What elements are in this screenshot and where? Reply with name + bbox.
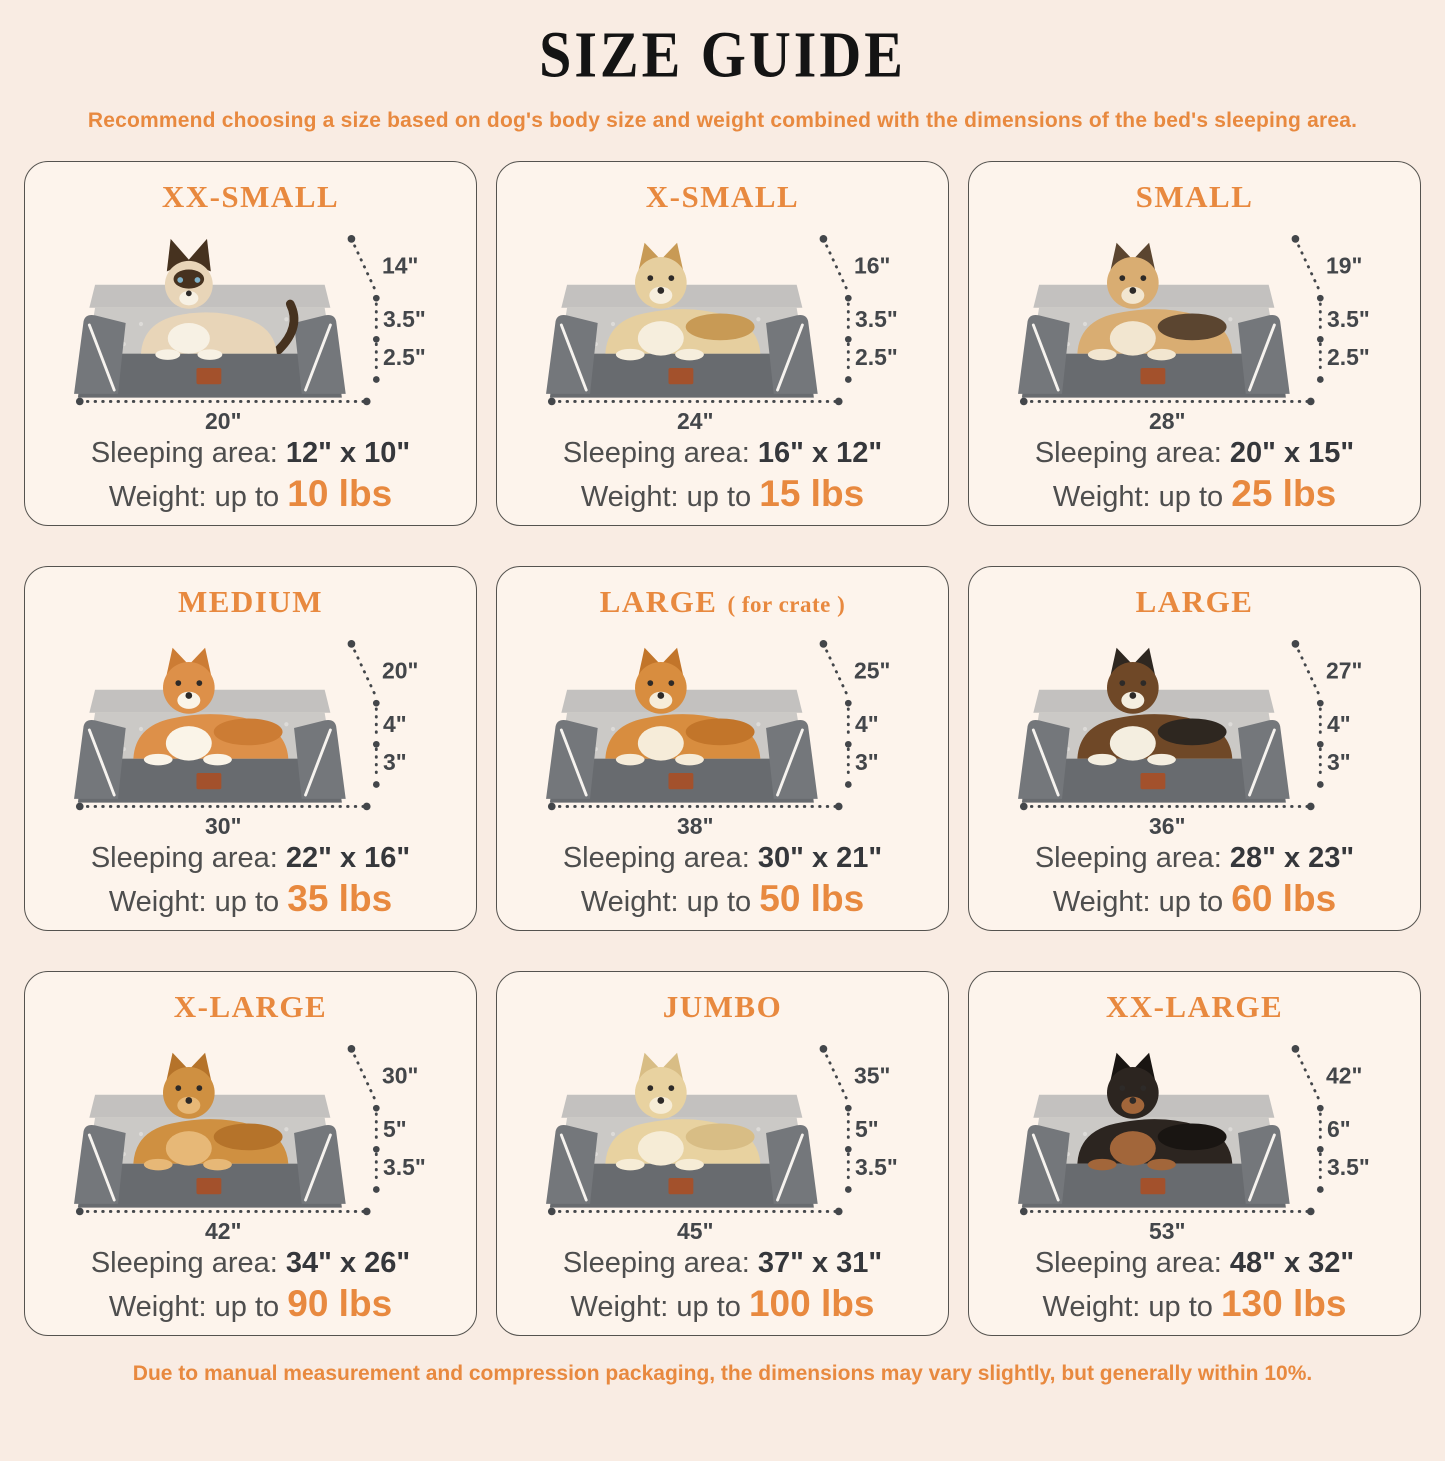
bed-figure: [45, 619, 457, 839]
size-card-small: [968, 161, 1421, 526]
sleeping-area-line: [509, 436, 936, 471]
footer: [0, 1362, 1445, 1386]
weight-label: Weight: up to: [580, 480, 752, 513]
size-cards-grid: [0, 161, 1445, 1336]
weight-value: 35 lbs: [287, 877, 393, 919]
sleeping-area-label: Sleeping area:: [562, 842, 750, 875]
base-dim-label: 3": [1326, 749, 1351, 776]
bolster-dim-label: 3.5": [854, 305, 898, 332]
sleeping-area-value: 48" x 32": [1229, 1247, 1355, 1280]
weight-line: [509, 877, 936, 921]
sleeping-area-value: 34" x 26": [285, 1247, 411, 1280]
size-card-medium: [24, 566, 477, 931]
card-title-text: X-SMALL: [645, 179, 800, 214]
sleeping-area-label: Sleeping area:: [562, 1247, 750, 1280]
bolster-dim-label: 5": [382, 1115, 407, 1142]
weight-value: 15 lbs: [759, 472, 865, 514]
weight-line: [981, 472, 1408, 516]
sleeping-area-value: 37" x 31": [757, 1247, 883, 1280]
size-card-xx-large: [968, 971, 1421, 1336]
diagonal-dim-label: 35": [853, 1062, 890, 1089]
width-dim-label: 36": [1148, 813, 1185, 840]
card-title-text: JUMBO: [662, 989, 783, 1024]
weight-line: [37, 877, 464, 921]
card-title: [37, 180, 464, 214]
weight-value: 60 lbs: [1231, 877, 1337, 919]
page-subtitle: Recommend choosing a size based on dog's body size and weight combined with the dimensions of the bed's sleeping area.: [87, 109, 1358, 132]
weight-label: Weight: up to: [108, 1290, 280, 1323]
card-title-text: XX-LARGE: [1105, 989, 1284, 1024]
base-dim-label: 3": [854, 749, 879, 776]
base-dim-label: 2.5": [1326, 344, 1370, 371]
size-card-xx-small: [24, 161, 477, 526]
size-card-jumbo: [496, 971, 949, 1336]
weight-value: 100 lbs: [748, 1282, 875, 1324]
bolster-dim-label: 4": [1326, 710, 1351, 737]
weight-value: 130 lbs: [1220, 1282, 1347, 1324]
width-dim-label: 38": [676, 813, 713, 840]
card-title-text: X-LARGE: [173, 989, 328, 1024]
base-dim-label: 3.5": [1326, 1154, 1370, 1181]
width-dim-label: 24": [676, 408, 713, 435]
sleeping-area-line: [37, 1246, 464, 1281]
card-title: [509, 990, 936, 1024]
width-dim-label: 20": [204, 408, 241, 435]
base-dim-label: 3.5": [382, 1154, 426, 1181]
sleeping-area-value: 16" x 12": [757, 437, 883, 470]
size-card-large-crate: [496, 566, 949, 931]
width-dim-label: 28": [1148, 408, 1185, 435]
diagonal-dim-label: 14": [381, 252, 418, 279]
card-title: [37, 585, 464, 619]
sleeping-area-line: [981, 1246, 1408, 1281]
card-title: [509, 585, 936, 619]
weight-value: 10 lbs: [287, 472, 393, 514]
card-title: [981, 990, 1408, 1024]
card-title-note: ( for crate ): [727, 592, 846, 617]
sleeping-area-value: 20" x 15": [1229, 437, 1355, 470]
sleeping-area-value: 30" x 21": [757, 842, 883, 875]
sleeping-area-label: Sleeping area:: [1034, 842, 1222, 875]
width-dim-label: 53": [1148, 1218, 1185, 1245]
diagonal-dim-label: 19": [1325, 252, 1362, 279]
bed-figure: [517, 1024, 929, 1244]
weight-label: Weight: up to: [570, 1290, 741, 1323]
weight-label: Weight: up to: [108, 480, 280, 513]
diagonal-dim-label: 16": [853, 252, 890, 279]
weight-label: Weight: up to: [1042, 1290, 1213, 1323]
base-dim-label: 2.5": [854, 344, 898, 371]
page-title: SIZE GUIDE: [539, 17, 906, 92]
card-title: [509, 180, 936, 214]
width-dim-label: 30": [204, 813, 241, 840]
sleeping-area-value: 28" x 23": [1229, 842, 1355, 875]
weight-label: Weight: up to: [1052, 480, 1224, 513]
sleeping-area-value: 22" x 16": [285, 842, 411, 875]
size-card-x-large: [24, 971, 477, 1336]
diagonal-dim-label: 27": [1325, 657, 1362, 684]
card-title-text: LARGE: [1135, 584, 1254, 619]
sleeping-area-label: Sleeping area:: [1034, 1247, 1222, 1280]
base-dim-label: 3": [382, 749, 407, 776]
weight-line: [509, 1282, 936, 1326]
diagonal-dim-label: 30": [381, 1062, 418, 1089]
bolster-dim-label: 3.5": [1326, 305, 1370, 332]
bed-figure: [517, 619, 929, 839]
weight-line: [37, 1282, 464, 1326]
width-dim-label: 42": [204, 1218, 241, 1245]
width-dim-label: 45": [676, 1218, 713, 1245]
sleeping-area-label: Sleeping area:: [90, 437, 278, 470]
bed-figure: [989, 1024, 1401, 1244]
diagonal-dim-label: 25": [853, 657, 890, 684]
weight-value: 90 lbs: [287, 1282, 393, 1324]
bolster-dim-label: 5": [854, 1115, 879, 1142]
footer-note: Due to manual measurement and compression packaging, the dimensions may vary slightly, but generally within 10%.: [132, 1362, 1313, 1385]
card-title: [981, 180, 1408, 214]
bolster-dim-label: 4": [382, 710, 407, 737]
weight-line: [981, 877, 1408, 921]
bolster-dim-label: 6": [1326, 1115, 1351, 1142]
sleeping-area-line: [509, 841, 936, 876]
diagonal-dim-label: 20": [381, 657, 418, 684]
weight-value: 50 lbs: [759, 877, 865, 919]
bolster-dim-label: 3.5": [382, 305, 426, 332]
bed-figure: [989, 214, 1401, 434]
weight-label: Weight: up to: [108, 885, 280, 918]
bed-figure: [45, 214, 457, 434]
weight-line: [509, 472, 936, 516]
bed-figure: [989, 619, 1401, 839]
weight-line: [37, 472, 464, 516]
card-title-text: XX-SMALL: [161, 179, 340, 214]
base-dim-label: 3.5": [854, 1154, 898, 1181]
size-card-large: [968, 566, 1421, 931]
sleeping-area-label: Sleeping area:: [1034, 437, 1222, 470]
bolster-dim-label: 4": [854, 710, 879, 737]
header: [0, 16, 1445, 133]
card-title-text: MEDIUM: [177, 584, 324, 619]
sleeping-area-value: 12" x 10": [285, 437, 411, 470]
base-dim-label: 2.5": [382, 344, 426, 371]
card-title-text: SMALL: [1135, 179, 1254, 214]
sleeping-area-label: Sleeping area:: [562, 437, 750, 470]
weight-line: [981, 1282, 1408, 1326]
sleeping-area-line: [37, 841, 464, 876]
size-card-x-small: [496, 161, 949, 526]
bed-figure: [45, 1024, 457, 1244]
weight-label: Weight: up to: [580, 885, 752, 918]
sleeping-area-line: [981, 436, 1408, 471]
card-title: [37, 990, 464, 1024]
sleeping-area-label: Sleeping area:: [90, 1247, 278, 1280]
card-title-text: LARGE: [599, 584, 718, 619]
sleeping-area-line: [509, 1246, 936, 1281]
weight-label: Weight: up to: [1052, 885, 1224, 918]
weight-value: 25 lbs: [1231, 472, 1337, 514]
diagonal-dim-label: 42": [1325, 1062, 1362, 1089]
card-title: [981, 585, 1408, 619]
sleeping-area-label: Sleeping area:: [90, 842, 278, 875]
sleeping-area-line: [37, 436, 464, 471]
bed-figure: [517, 214, 929, 434]
sleeping-area-line: [981, 841, 1408, 876]
